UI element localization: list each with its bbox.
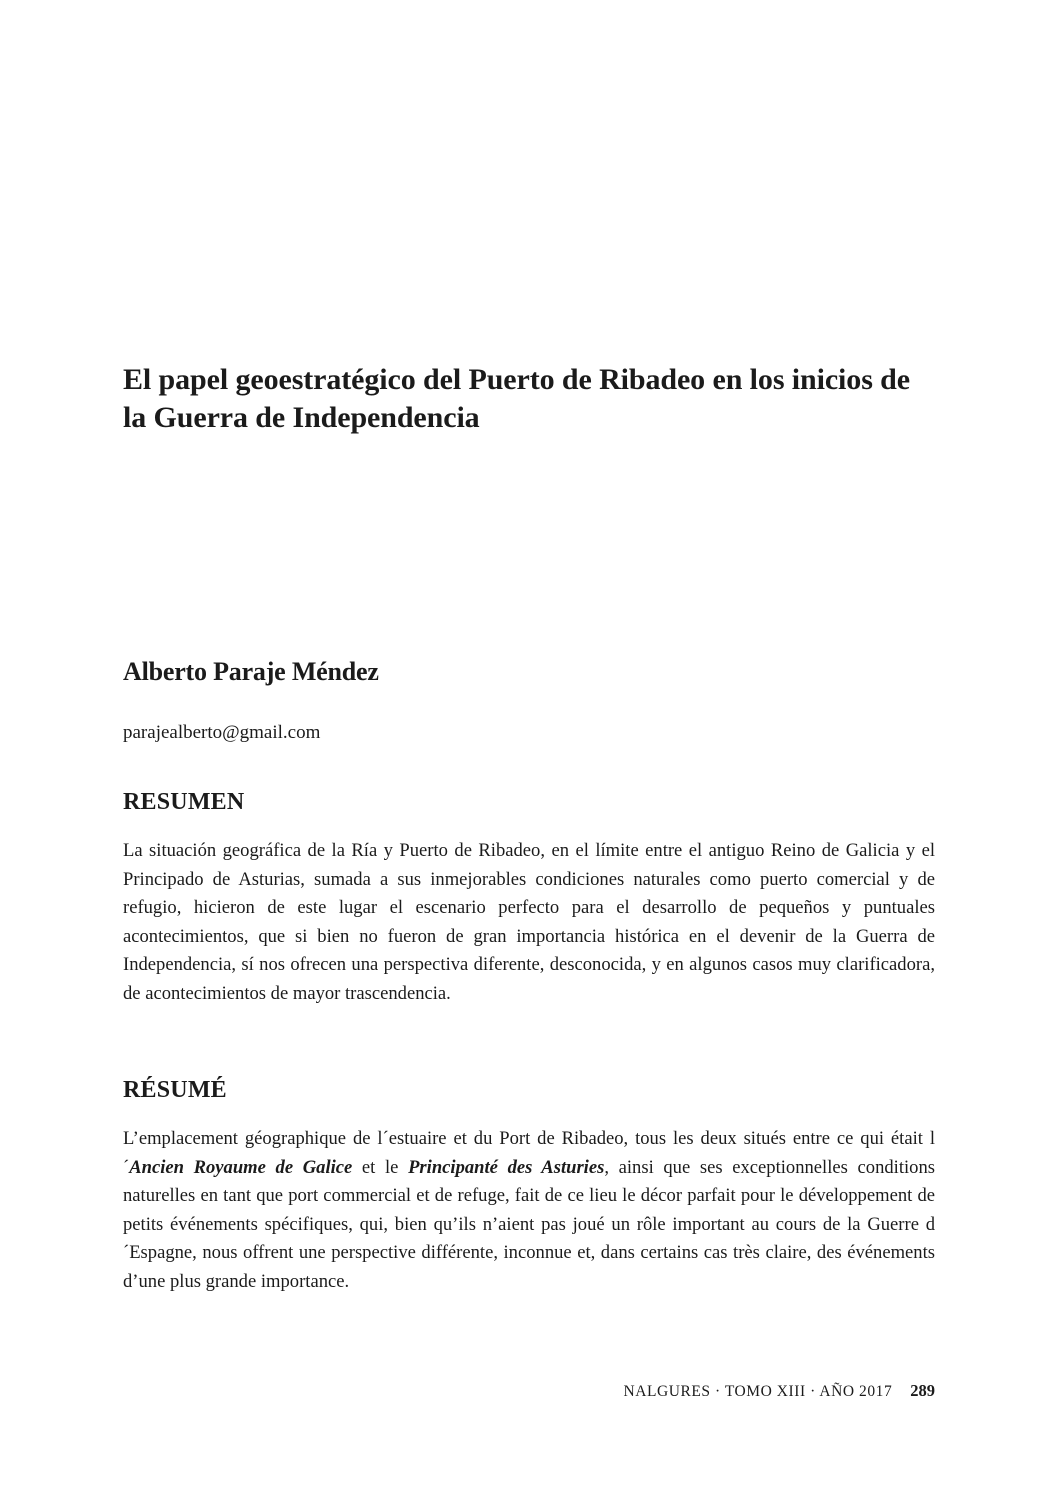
emphasized-text: Ancien Royaume de Galice (129, 1156, 353, 1178)
section-body-resume-fr (123, 1125, 935, 1297)
body-text: , ainsi que ses exceptionnelles conditions naturelles en tant que port commercial et de refuge, fait de ce lieu le décor parfait pour le développement de petits événements spécifiques, qui, bien qu’ils n’aient pas joué un rôle important au cours de la Guerre d´Espagne, nous offrent une perspective différente, inconnue et, dans certains cas très claire, des événements d’une plus grande importance. (123, 1156, 935, 1292)
footer-journal-label: NALGURES · TOMO XIII · AÑO 2017 (623, 1383, 893, 1400)
author-email[interactable]: parajealberto@gmail.com (123, 722, 321, 743)
section-resume-fr (123, 1077, 935, 1297)
body-text: L’emplacement géographique de l´estuaire et du Port de Ribadeo, tous les deux situés entre ce qui était l´ (123, 1128, 935, 1178)
body-text: et le (352, 1156, 409, 1178)
section-heading-resume-fr: RÉSUMÉ (123, 1077, 227, 1103)
section-resumen (123, 789, 935, 1009)
section-heading-resumen: RESUMEN (123, 789, 245, 815)
emphasized-text: Principanté des Asturies (408, 1156, 605, 1178)
section-body-resumen: La situación geográfica de la Ría y Puerto de Ribadeo, en el límite entre el antiguo Reino de Galicia y el Principado de Asturias, sumada a sus inmejorables condiciones naturales como puerto comercial y de refugio, hicieron de este lugar el escenario perfecto para el desarrollo de pequeños y puntuales acontecimientos, que si bien no fueron de gran importancia histórica en el devenir de la Guerra de Independencia, sí nos ofrecen una perspectiva diferente, desconocida, y en algunos casos muy clarificadora, de acontecimientos de mayor trascendencia. (123, 840, 935, 1004)
footer-page-number: 289 (910, 1381, 935, 1400)
page-title: El papel geoestratégico del Puerto de Ribadeo en los inicios de la Guerra de Independencia (123, 363, 910, 435)
author-name: Alberto Paraje Méndez (123, 657, 379, 686)
page-footer (623, 1381, 935, 1401)
